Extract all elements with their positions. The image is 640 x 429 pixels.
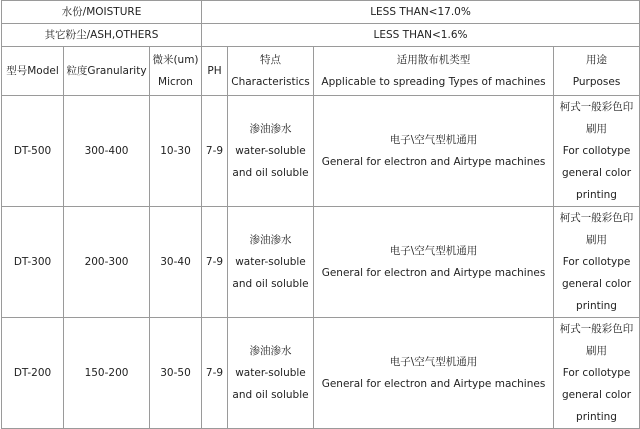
- header-app-en: Applicable to spreading Types of machines: [321, 76, 546, 88]
- char-en-1: water-soluble: [235, 145, 306, 157]
- table-row: [2, 207, 640, 318]
- char-en-2: and oil soluble: [232, 389, 309, 401]
- cell-micron: 10-30: [150, 96, 202, 207]
- char-cn: 渗油渗水: [249, 234, 292, 246]
- app-cn: 电子\空气型机通用: [389, 245, 478, 257]
- cell-granularity: 200-300: [64, 207, 150, 318]
- purp-en-2: general color: [561, 389, 632, 401]
- header-char-cn: 特点: [260, 54, 281, 66]
- cell-applicable: [314, 318, 554, 429]
- purp-en-3: printing: [576, 300, 617, 312]
- header-row: [2, 47, 640, 96]
- cell-granularity: 300-400: [64, 96, 150, 207]
- app-en: General for electron and Airtype machines: [321, 267, 546, 279]
- header-micron: [150, 47, 202, 96]
- cell-purposes: [554, 207, 640, 318]
- cell-model: DT-300: [2, 207, 64, 318]
- char-en-2: and oil soluble: [232, 167, 309, 179]
- purp-cn-1: 柯式一般彩色印: [559, 323, 634, 335]
- purp-en-1: For collotype: [562, 145, 631, 157]
- purp-cn-2: 刷用: [586, 345, 608, 357]
- cell-purposes: [554, 318, 640, 429]
- purp-cn-2: 刷用: [586, 234, 608, 246]
- moisture-label: 水份/MOISTURE: [2, 1, 202, 24]
- char-en-2: and oil soluble: [232, 278, 309, 290]
- app-en: General for electron and Airtype machines: [321, 156, 546, 168]
- header-char-en: Characteristics: [231, 76, 310, 88]
- purp-en-1: For collotype: [562, 367, 631, 379]
- cell-ph: 7-9: [202, 96, 228, 207]
- header-characteristics: [228, 47, 314, 96]
- purp-en-3: printing: [576, 411, 617, 423]
- purp-en-2: general color: [561, 278, 632, 290]
- ash-label: 其它粉尘/ASH,OTHERS: [2, 24, 202, 47]
- cell-ph: 7-9: [202, 207, 228, 318]
- cell-applicable: [314, 207, 554, 318]
- purp-en-3: printing: [576, 189, 617, 201]
- header-applicable: [314, 47, 554, 96]
- cell-applicable: [314, 96, 554, 207]
- moisture-row: [2, 1, 640, 24]
- app-cn: 电子\空气型机通用: [389, 356, 478, 368]
- moisture-value: LESS THAN<17.0%: [202, 1, 640, 24]
- char-cn: 渗油渗水: [249, 123, 292, 135]
- table-row: [2, 318, 640, 429]
- header-ph: PH: [202, 47, 228, 96]
- purp-en-2: general color: [561, 167, 632, 179]
- purp-cn-1: 柯式一般彩色印: [559, 212, 634, 224]
- header-micron-en: Micron: [158, 76, 193, 88]
- cell-characteristics: [228, 96, 314, 207]
- spec-table: [1, 0, 640, 429]
- purp-cn-1: 柯式一般彩色印: [559, 101, 634, 113]
- cell-micron: 30-40: [150, 207, 202, 318]
- cell-purposes: [554, 96, 640, 207]
- cell-ph: 7-9: [202, 318, 228, 429]
- header-purposes: [554, 47, 640, 96]
- app-en: General for electron and Airtype machines: [321, 378, 546, 390]
- cell-micron: 30-50: [150, 318, 202, 429]
- ash-row: [2, 24, 640, 47]
- purp-cn-2: 刷用: [586, 123, 608, 135]
- char-en-1: water-soluble: [235, 367, 306, 379]
- cell-model: DT-500: [2, 96, 64, 207]
- purp-en-1: For collotype: [562, 256, 631, 268]
- header-app-cn: 适用散布机类型: [396, 54, 471, 66]
- cell-granularity: 150-200: [64, 318, 150, 429]
- cell-model: DT-200: [2, 318, 64, 429]
- char-en-1: water-soluble: [235, 256, 306, 268]
- header-micron-cn: 微米(um): [152, 54, 199, 66]
- ash-value: LESS THAN<1.6%: [202, 24, 640, 47]
- app-cn: 电子\空气型机通用: [389, 134, 478, 146]
- table-row: [2, 96, 640, 207]
- cell-characteristics: [228, 318, 314, 429]
- cell-characteristics: [228, 207, 314, 318]
- char-cn: 渗油渗水: [249, 345, 292, 357]
- header-purp-en: Purposes: [572, 76, 621, 88]
- header-purp-cn: 用途: [586, 54, 608, 66]
- header-granularity: 粒度Granularity: [64, 47, 150, 96]
- header-model: 型号Model: [2, 47, 64, 96]
